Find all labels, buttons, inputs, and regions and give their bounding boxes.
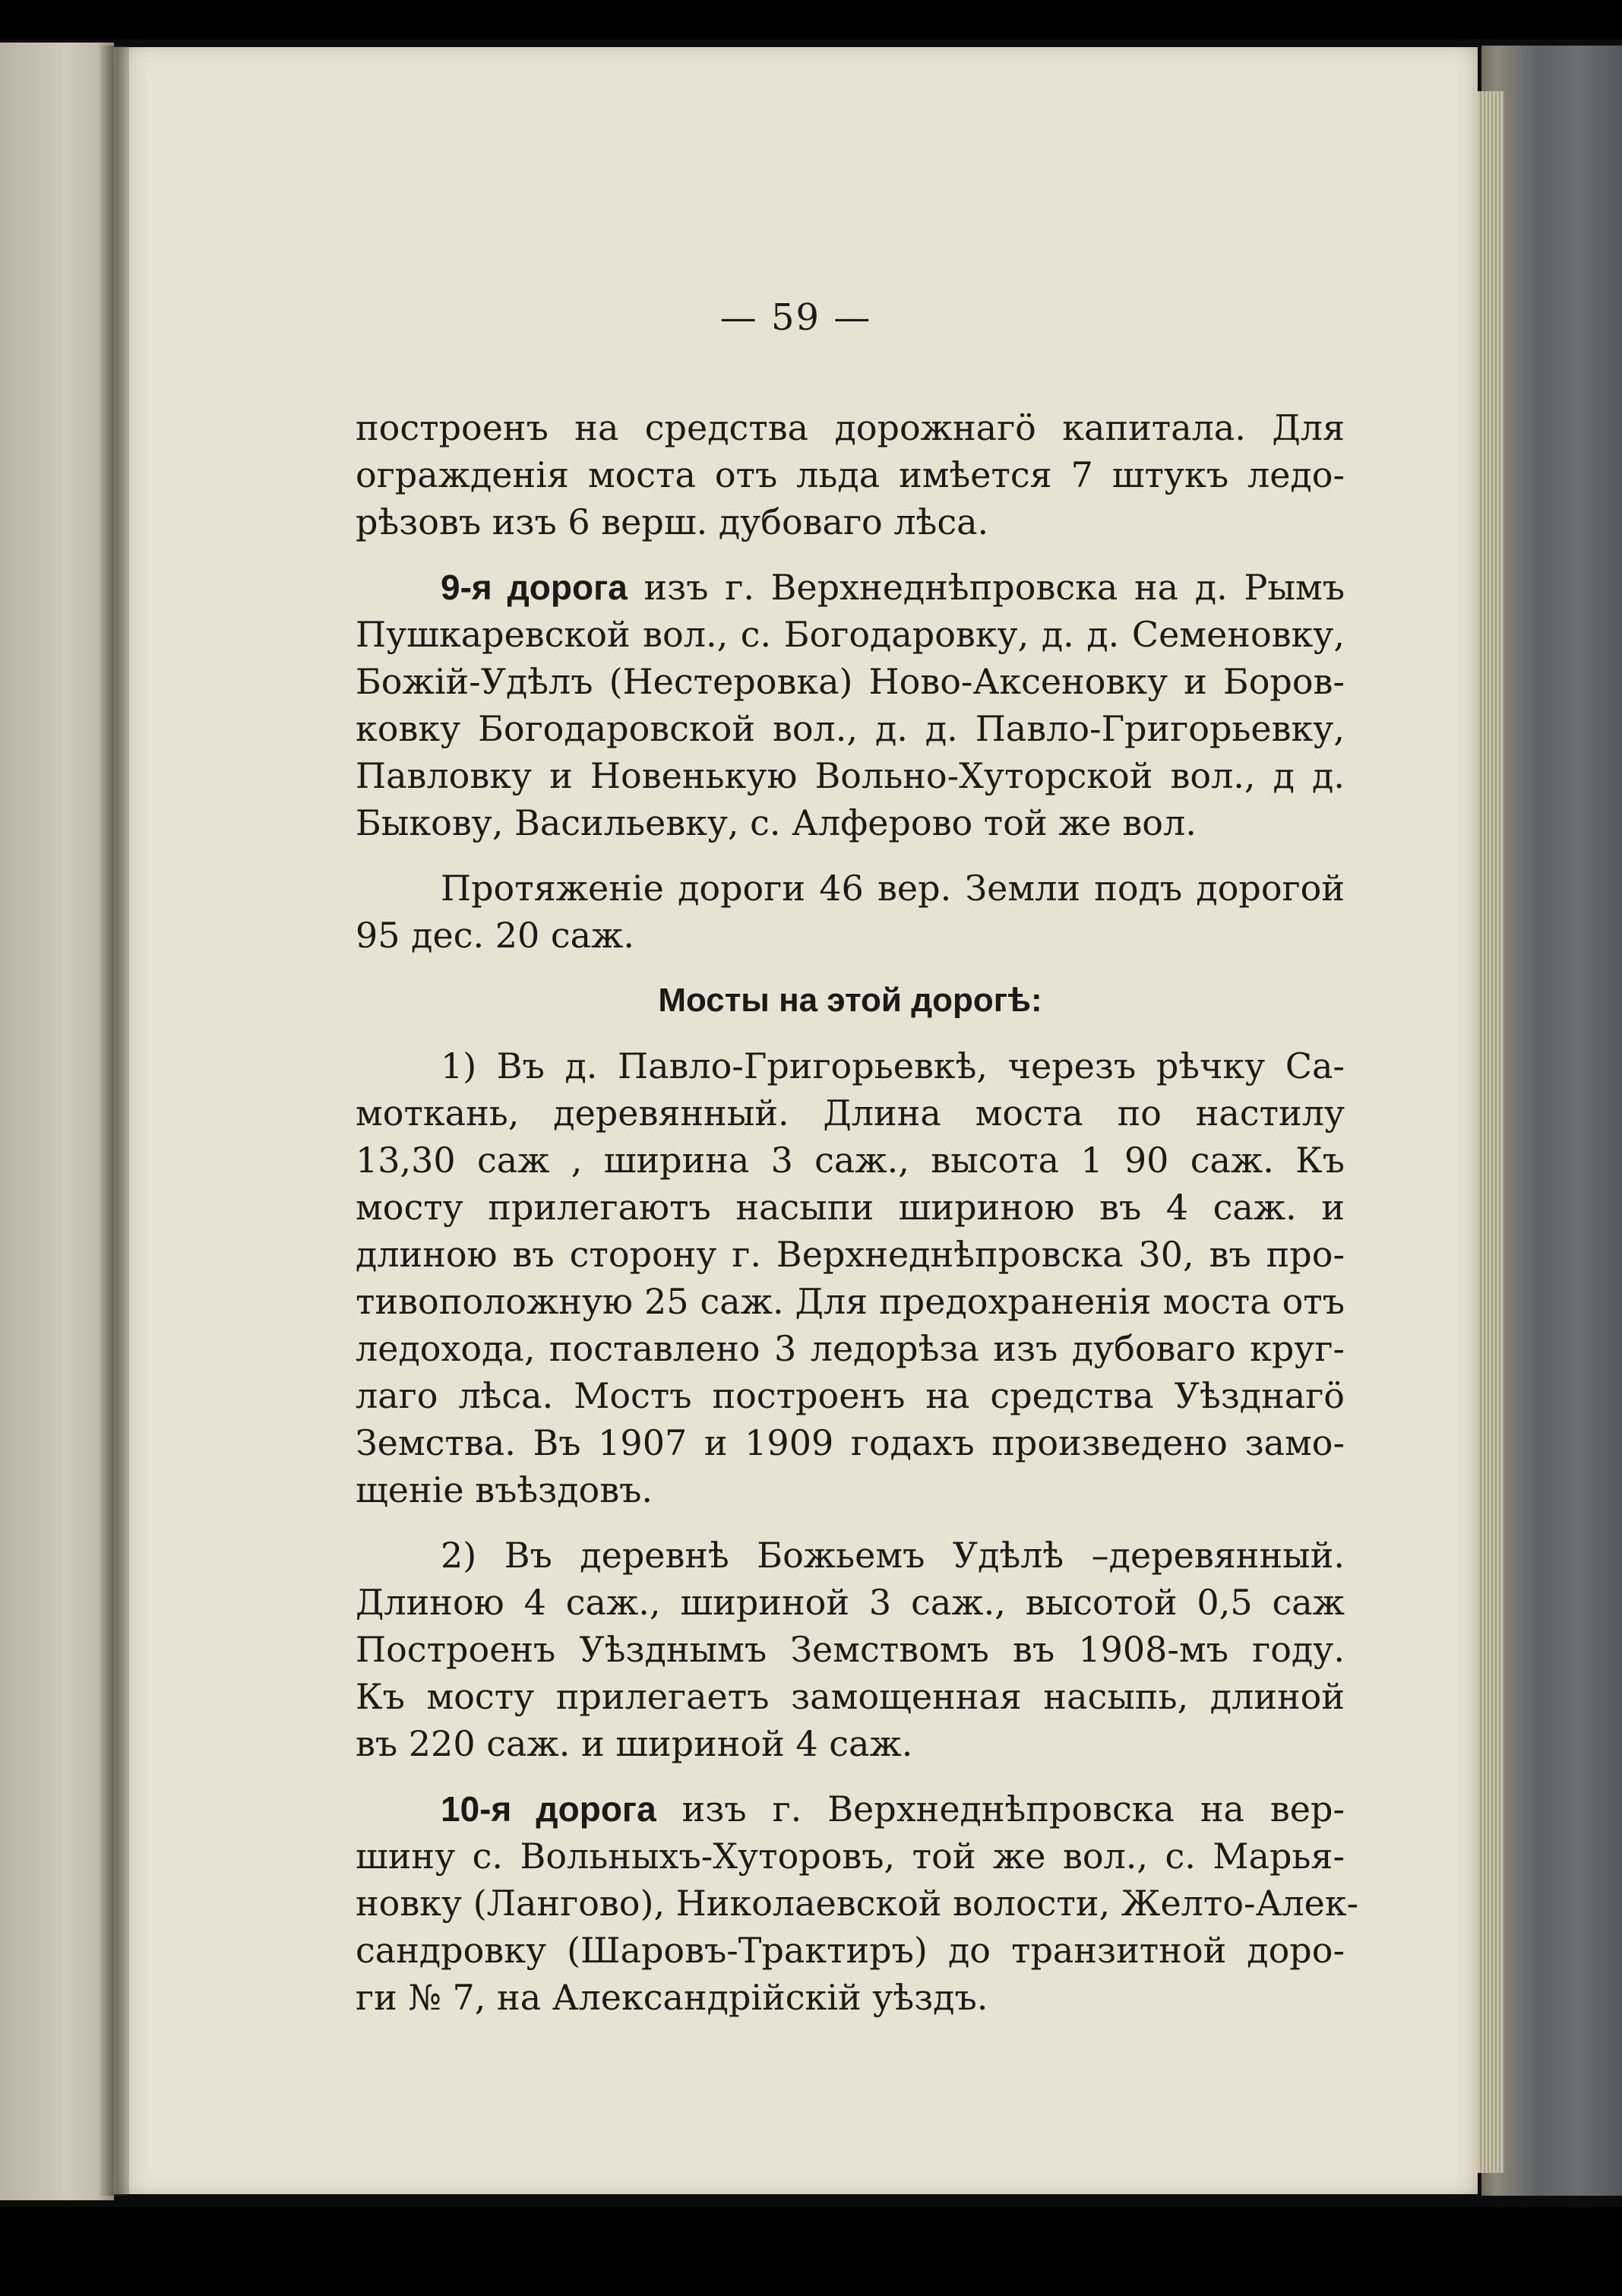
text-line: лаго лѣса. Мостъ построенъ на средства Уѣзднагӧ — [356, 1375, 1345, 1416]
text-line: моткань, деревянный. Длина моста по настилу — [356, 1093, 1345, 1134]
section-heading: Мосты на этой дорогѣ: — [658, 982, 1042, 1019]
text-line: мосту прилегаютъ насыпи шириною въ 4 саж. и — [356, 1187, 1345, 1228]
text-line: 9-я дорога изъ г. Верхнеднѣпровска на д. Рымъ — [441, 567, 1345, 608]
text-line: шину с. Вольныхъ-Хуторовъ, той же вол., с. Марья- — [356, 1836, 1345, 1877]
text-line: новку (Лангово), Николаевской волости, Желто-Алек- — [356, 1883, 1359, 1924]
text-line: Павловку и Новенькую Вольно-Хуторской вол., д д. — [356, 755, 1345, 796]
text-line: въ 220 саж. и шириной 4 саж. — [356, 1723, 913, 1764]
text-line: 13,30 саж , ширина 3 саж., высота 1 90 саж. Къ — [356, 1140, 1345, 1181]
text-line: 10-я дорога изъ г. Верхнеднѣпровска на вер- — [441, 1788, 1345, 1830]
page-number: — 59 — — [719, 296, 872, 339]
text-line: 1) Въ д. Павло-Григорьевкѣ, черезъ рѣчку Са- — [441, 1045, 1345, 1086]
page-text — [356, 404, 1359, 2021]
text-line: Земства. Въ 1907 и 1909 годахъ произведено замо- — [356, 1422, 1345, 1463]
text-line: огражденія моста отъ льда имѣется 7 штукъ ледо- — [356, 454, 1345, 495]
text-line: ги № 7, на Александрійскій уѣздъ. — [356, 1977, 988, 2018]
text-line: рѣзовъ изъ 6 верш. дубоваго лѣса. — [356, 501, 989, 542]
book-page — [114, 47, 1478, 2194]
text-line: Къ мосту прилегаетъ замощенная насыпь, длиной — [356, 1676, 1345, 1717]
text-line: длиною въ сторону г. Верхнеднѣпровска 30, въ про- — [356, 1234, 1345, 1275]
text-line: Протяженіе дороги 46 вер. Земли подъ дорогой — [441, 868, 1345, 909]
text-line: щеніе въѣздовъ. — [356, 1469, 653, 1510]
text-line: 95 дес. 20 саж. — [356, 915, 634, 956]
top-border — [0, 0, 1622, 40]
road-9-lead: 9-я дорога — [441, 568, 628, 607]
left-facing-page — [0, 43, 114, 2200]
book-gutter — [99, 46, 129, 2196]
text-line: Длиною 4 саж., шириной 3 саж., высотой 0,5 саж — [356, 1582, 1345, 1623]
text-line: Божій-Удѣлъ (Нестеровка) Ново-Аксеновку и Боров- — [356, 661, 1345, 702]
text-line: построенъ на средства дорожнагӧ капитала. Для — [356, 407, 1345, 448]
text-line: ковку Богодаровской вол., д. д. Павло-Григорьевку, — [356, 708, 1345, 749]
text-line: Пушкаревской вол., с. Богодаровку, д. д. Семеновку, — [356, 614, 1345, 655]
text-line: сандровку (Шаровъ-Трактиръ) до транзитной доро- — [356, 1930, 1345, 1971]
text-line: Построенъ Уѣзднымъ Земствомъ въ 1908-мъ году. — [356, 1629, 1345, 1670]
text-line: 2) Въ деревнѣ Божьемъ Удѣлѣ –деревянный. — [441, 1535, 1345, 1576]
bottom-border — [0, 2207, 1622, 2296]
text-line: Быкову, Васильевку, с. Алферово той же вол. — [356, 802, 1197, 843]
text-line: тивоположную 25 саж. Для предохраненія моста отъ — [356, 1281, 1345, 1322]
text-line: ледохода, поставлено 3 ледорѣза изъ дубоваго круг- — [356, 1328, 1345, 1369]
road-10-lead: 10-я дорога — [441, 1789, 656, 1829]
